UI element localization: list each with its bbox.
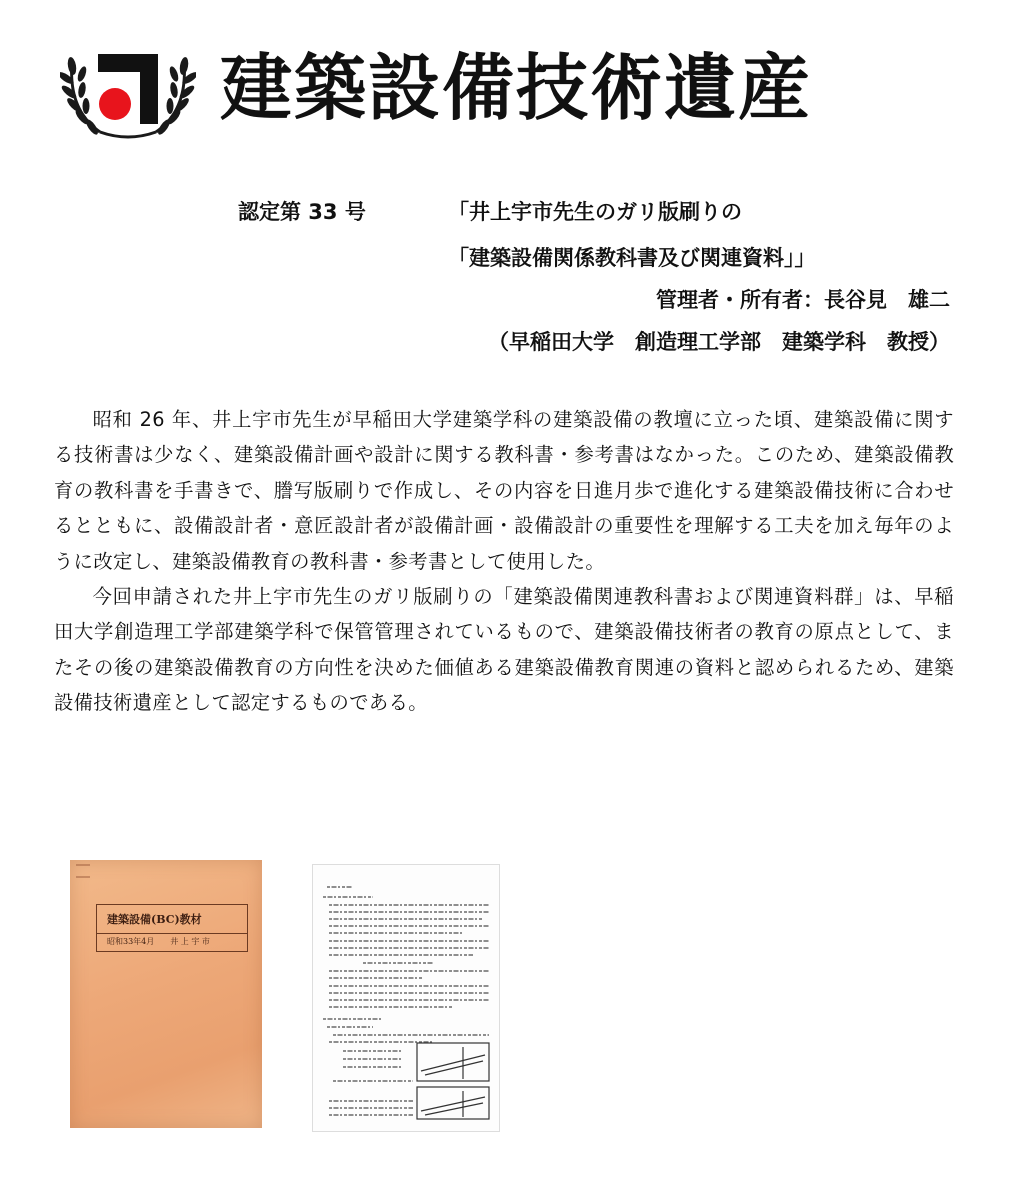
cover-subtitle: 昭和33年4月 井 上 宇 市 [107,937,210,946]
certification-number: 認定第 33 号 [238,200,366,224]
cover-stamp [76,864,90,878]
diagram-sketch [417,1043,489,1119]
certification-title-line2: 「建築設備関係教科書及び関連資料」」 [448,246,816,270]
description-paragraph: 今回申請された井上宇市先生のガリ版刷りの「建築設備関連教科書および関連資料群」は、早稲田大学創造理工学部建築学科で保管管理されているもので、建築設備技術者の教育の原点として、またその後の建築設備教育の方向性を決めた価値ある建築設備教育関連の資料と認められるため、建築設備技術遺産として認定するものである。 [54,585,954,715]
description-text [54,402,954,721]
textbook-cover-photo [70,860,262,1128]
owner-affiliation: （早稲田大学 創造理工学部 建築学科 教授） [488,330,950,354]
mimeograph-page-photo [312,864,500,1132]
owner-name: 管理者・所有者：長谷見 雄二 [656,288,950,312]
logo-emblem [60,32,196,144]
cover-label-frame [96,904,248,952]
cover-title: 建築設備(BC)教材 [107,913,202,926]
page-title: 建築設備技術遺産 [220,46,813,130]
certification-title-line1: 「井上宇市先生のガリ版刷りの [448,200,742,224]
emblem-mark-icon [98,54,158,124]
description-paragraph: 昭和 26 年、井上宇市先生が早稲田大学建築学科の建築設備の教壇に立った頃、建築設備に関する技術書は少なく、建築設備計画や設計に関する教科書・参考書はなかった。このため、建築設備教育の教科書を手書きで、謄写版刷りで作成し、その内容を日進月歩で進化する建築設備技術に合わせるとともに、設備設計者・意匠設計者が設備計画・設備設計の重要性を理解する工夫を加え毎年のように改定し、建築設備教育の教科書・参考書として使用した。 [54,408,954,573]
